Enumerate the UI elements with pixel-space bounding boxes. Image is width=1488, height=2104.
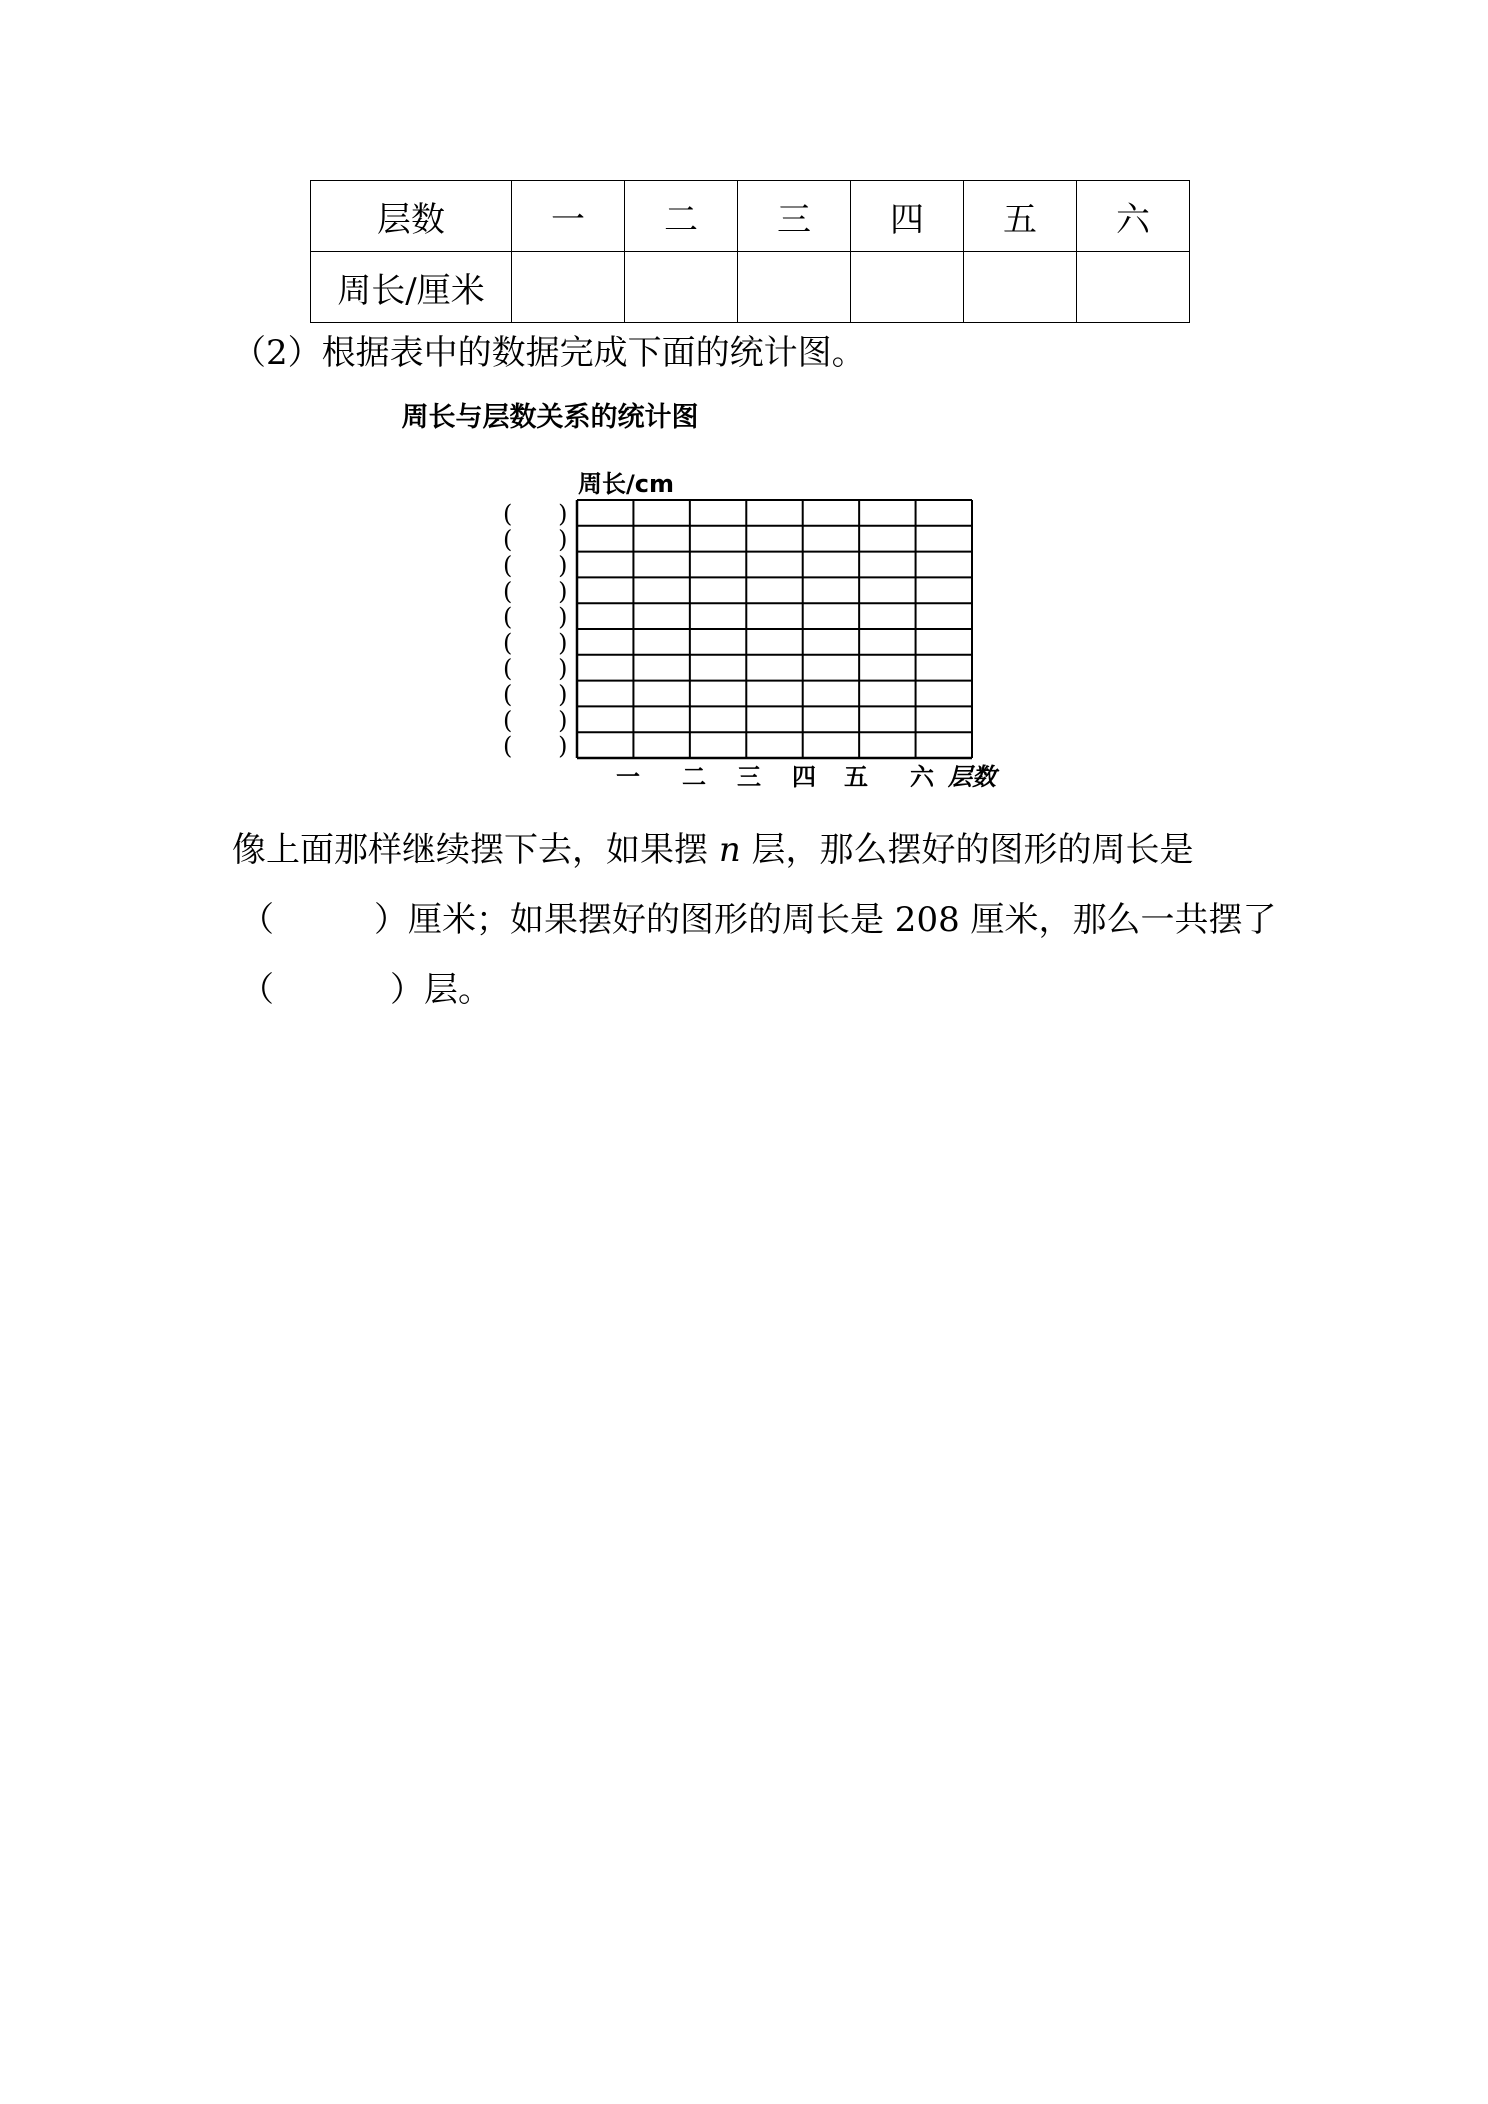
x-axis-label: 层数 — [948, 763, 996, 791]
line1-start: 像上面那样继续摆下去，如果摆 — [232, 830, 719, 870]
row-header-perimeter: 周长/厘米 — [311, 252, 512, 323]
y-tick-label-blank[interactable]: ( ) — [503, 706, 568, 735]
y-tick-label-blank[interactable]: ( ) — [503, 732, 568, 761]
y-tick-labels — [503, 500, 568, 760]
y-tick-label-blank[interactable]: ( ) — [503, 499, 568, 528]
column-header: 四 — [851, 181, 964, 252]
variable-n: n — [718, 830, 741, 870]
column-header: 五 — [964, 181, 1077, 252]
y-tick-label-blank[interactable]: ( ) — [503, 603, 568, 632]
y-tick-label-blank[interactable]: ( ) — [503, 680, 568, 709]
answer-cell[interactable] — [964, 252, 1077, 323]
column-header: 三 — [738, 181, 851, 252]
open-paren: （ — [240, 970, 274, 1010]
table-row — [311, 181, 1190, 252]
column-header: 一 — [512, 181, 625, 252]
paragraph-line-2 — [240, 892, 1277, 941]
y-tick-label-blank[interactable]: ( ) — [503, 525, 568, 554]
y-tick-label-blank[interactable]: ( ) — [503, 654, 568, 683]
x-tick-label: 五 — [844, 763, 868, 791]
paragraph-line-3 — [240, 962, 492, 1011]
line1-end: 层，那么摆好的图形的周长是 — [740, 830, 1194, 870]
answer-cell[interactable] — [625, 252, 738, 323]
y-tick-label-blank[interactable]: ( ) — [503, 551, 568, 580]
y-tick-label-blank[interactable]: ( ) — [503, 628, 568, 657]
x-tick-label: 四 — [792, 763, 816, 791]
answer-cell[interactable] — [738, 252, 851, 323]
y-tick-label-blank[interactable]: ( ) — [503, 577, 568, 606]
chart-grid — [577, 500, 972, 758]
x-tick-label: 二 — [682, 763, 706, 791]
x-tick-label: 三 — [737, 763, 761, 791]
x-tick-label: 一 — [616, 763, 640, 791]
paragraph-line-1 — [232, 822, 1194, 871]
answer-cell[interactable] — [851, 252, 964, 323]
table-row — [311, 252, 1190, 323]
data-table — [310, 180, 1190, 323]
column-header: 六 — [1077, 181, 1190, 252]
answer-cell[interactable] — [512, 252, 625, 323]
line-chart — [0, 455, 1100, 815]
question-2-text: （2）根据表中的数据完成下面的统计图。 — [232, 333, 866, 373]
line2-rest: ）厘米；如果摆好的图形的周长是 208 厘米，那么一共摆了 — [374, 900, 1277, 940]
row-header-layers: 层数 — [311, 181, 512, 252]
open-paren: （ — [240, 900, 274, 940]
answer-cell[interactable] — [1077, 252, 1190, 323]
chart-title: 周长与层数关系的统计图 — [401, 402, 699, 433]
x-tick-labels — [616, 763, 935, 791]
column-header: 二 — [625, 181, 738, 252]
line3-rest: ）层。 — [390, 970, 492, 1010]
x-tick-label: 六 — [910, 763, 934, 791]
y-axis-label: 周长/cm — [578, 470, 674, 498]
